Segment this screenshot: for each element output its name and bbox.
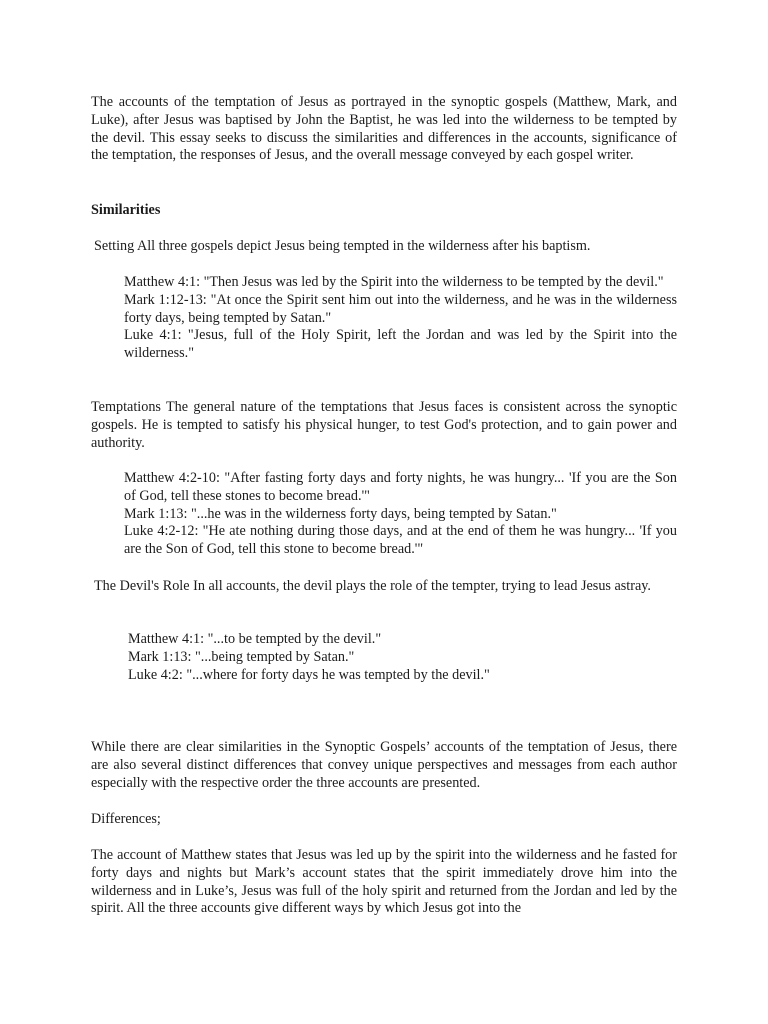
devil-role-quotes	[128, 631, 628, 684]
similarities-heading: Similarities	[91, 202, 161, 218]
setting-quote-matthew: Matthew 4:1: "Then Jesus was led by the Spirit into the wilderness to be tempted by the devil."	[124, 274, 664, 290]
setting-paragraph: Setting All three gospels depict Jesus being tempted in the wilderness after his baptism.	[94, 238, 591, 254]
temptations-quote-mark: Mark 1:13: "...he was in the wilderness forty days, being tempted by Satan."	[124, 505, 557, 522]
setting-quote-luke: Luke 4:1: "Jesus, full of the Holy Spirit, left the Jordan and was led by the Spirit into the wilderness."	[124, 327, 677, 362]
temptations-quote-matthew: Matthew 4:2-10: "After fasting forty days and forty nights, he was hungry... 'If you are the Son of God, tell these stones to become bread.'"	[124, 470, 677, 504]
intro-paragraph: The accounts of the temptation of Jesus as portrayed in the synoptic gospels (Matthew, Mark, and Luke), after Jesus was baptised by John the Baptist, he was led into the wilderness to be tempted by the devil. This essay seeks to discuss the similarities and differences in the accounts, significance of the temptation, the responses of Jesus, and the overall message conveyed by each gospel writer.	[91, 94, 677, 164]
setting-quotes	[124, 274, 677, 363]
differences-heading: Differences;	[91, 811, 161, 827]
devil-quote-mark: Mark 1:13: "...being tempted by Satan."	[128, 648, 355, 665]
devil-quote-matthew: Matthew 4:1: "...to be tempted by the devil."	[128, 631, 382, 647]
setting-quote-mark: Mark 1:12-13: "At once the Spirit sent him out into the wilderness, and he was in the wilderness forty days, being tempted by Satan."	[124, 291, 677, 326]
temptations-quote-luke: Luke 4:2-12: "He ate nothing during those days, and at the end of them he was hungry... 'If you are the Son of God, tell this stone to become bread.'"	[124, 523, 677, 558]
devil-quote-luke: Luke 4:2: "...where for forty days he was tempted by the devil."	[128, 666, 490, 683]
differences-paragraph: The account of Matthew states that Jesus was led up by the spirit into the wilderness and he fasted for forty days and nights but Mark’s account states that the spirit immediately drove him into the wilderness and in Luke’s, Jesus was full of the holy spirit and returned from the Jordan and led by the spirit. All the three accounts give different ways by which Jesus got into the	[91, 847, 677, 917]
devil-role-paragraph: The Devil's Role In all accounts, the devil plays the role of the tempter, trying to lead Jesus astray.	[94, 578, 651, 594]
temptations-paragraph: Temptations The general nature of the temptations that Jesus faces is consistent across the synoptic gospels. He is tempted to satisfy his physical hunger, to test God's protection, and to gain power and authority.	[91, 399, 677, 451]
temptations-quotes	[124, 470, 677, 559]
transition-paragraph: While there are clear similarities in the Synoptic Gospels’ accounts of the temptation of Jesus, there are also several distinct differences that convey unique perspectives and messages from each author especially with the respective order the three accounts are presented.	[91, 739, 677, 791]
